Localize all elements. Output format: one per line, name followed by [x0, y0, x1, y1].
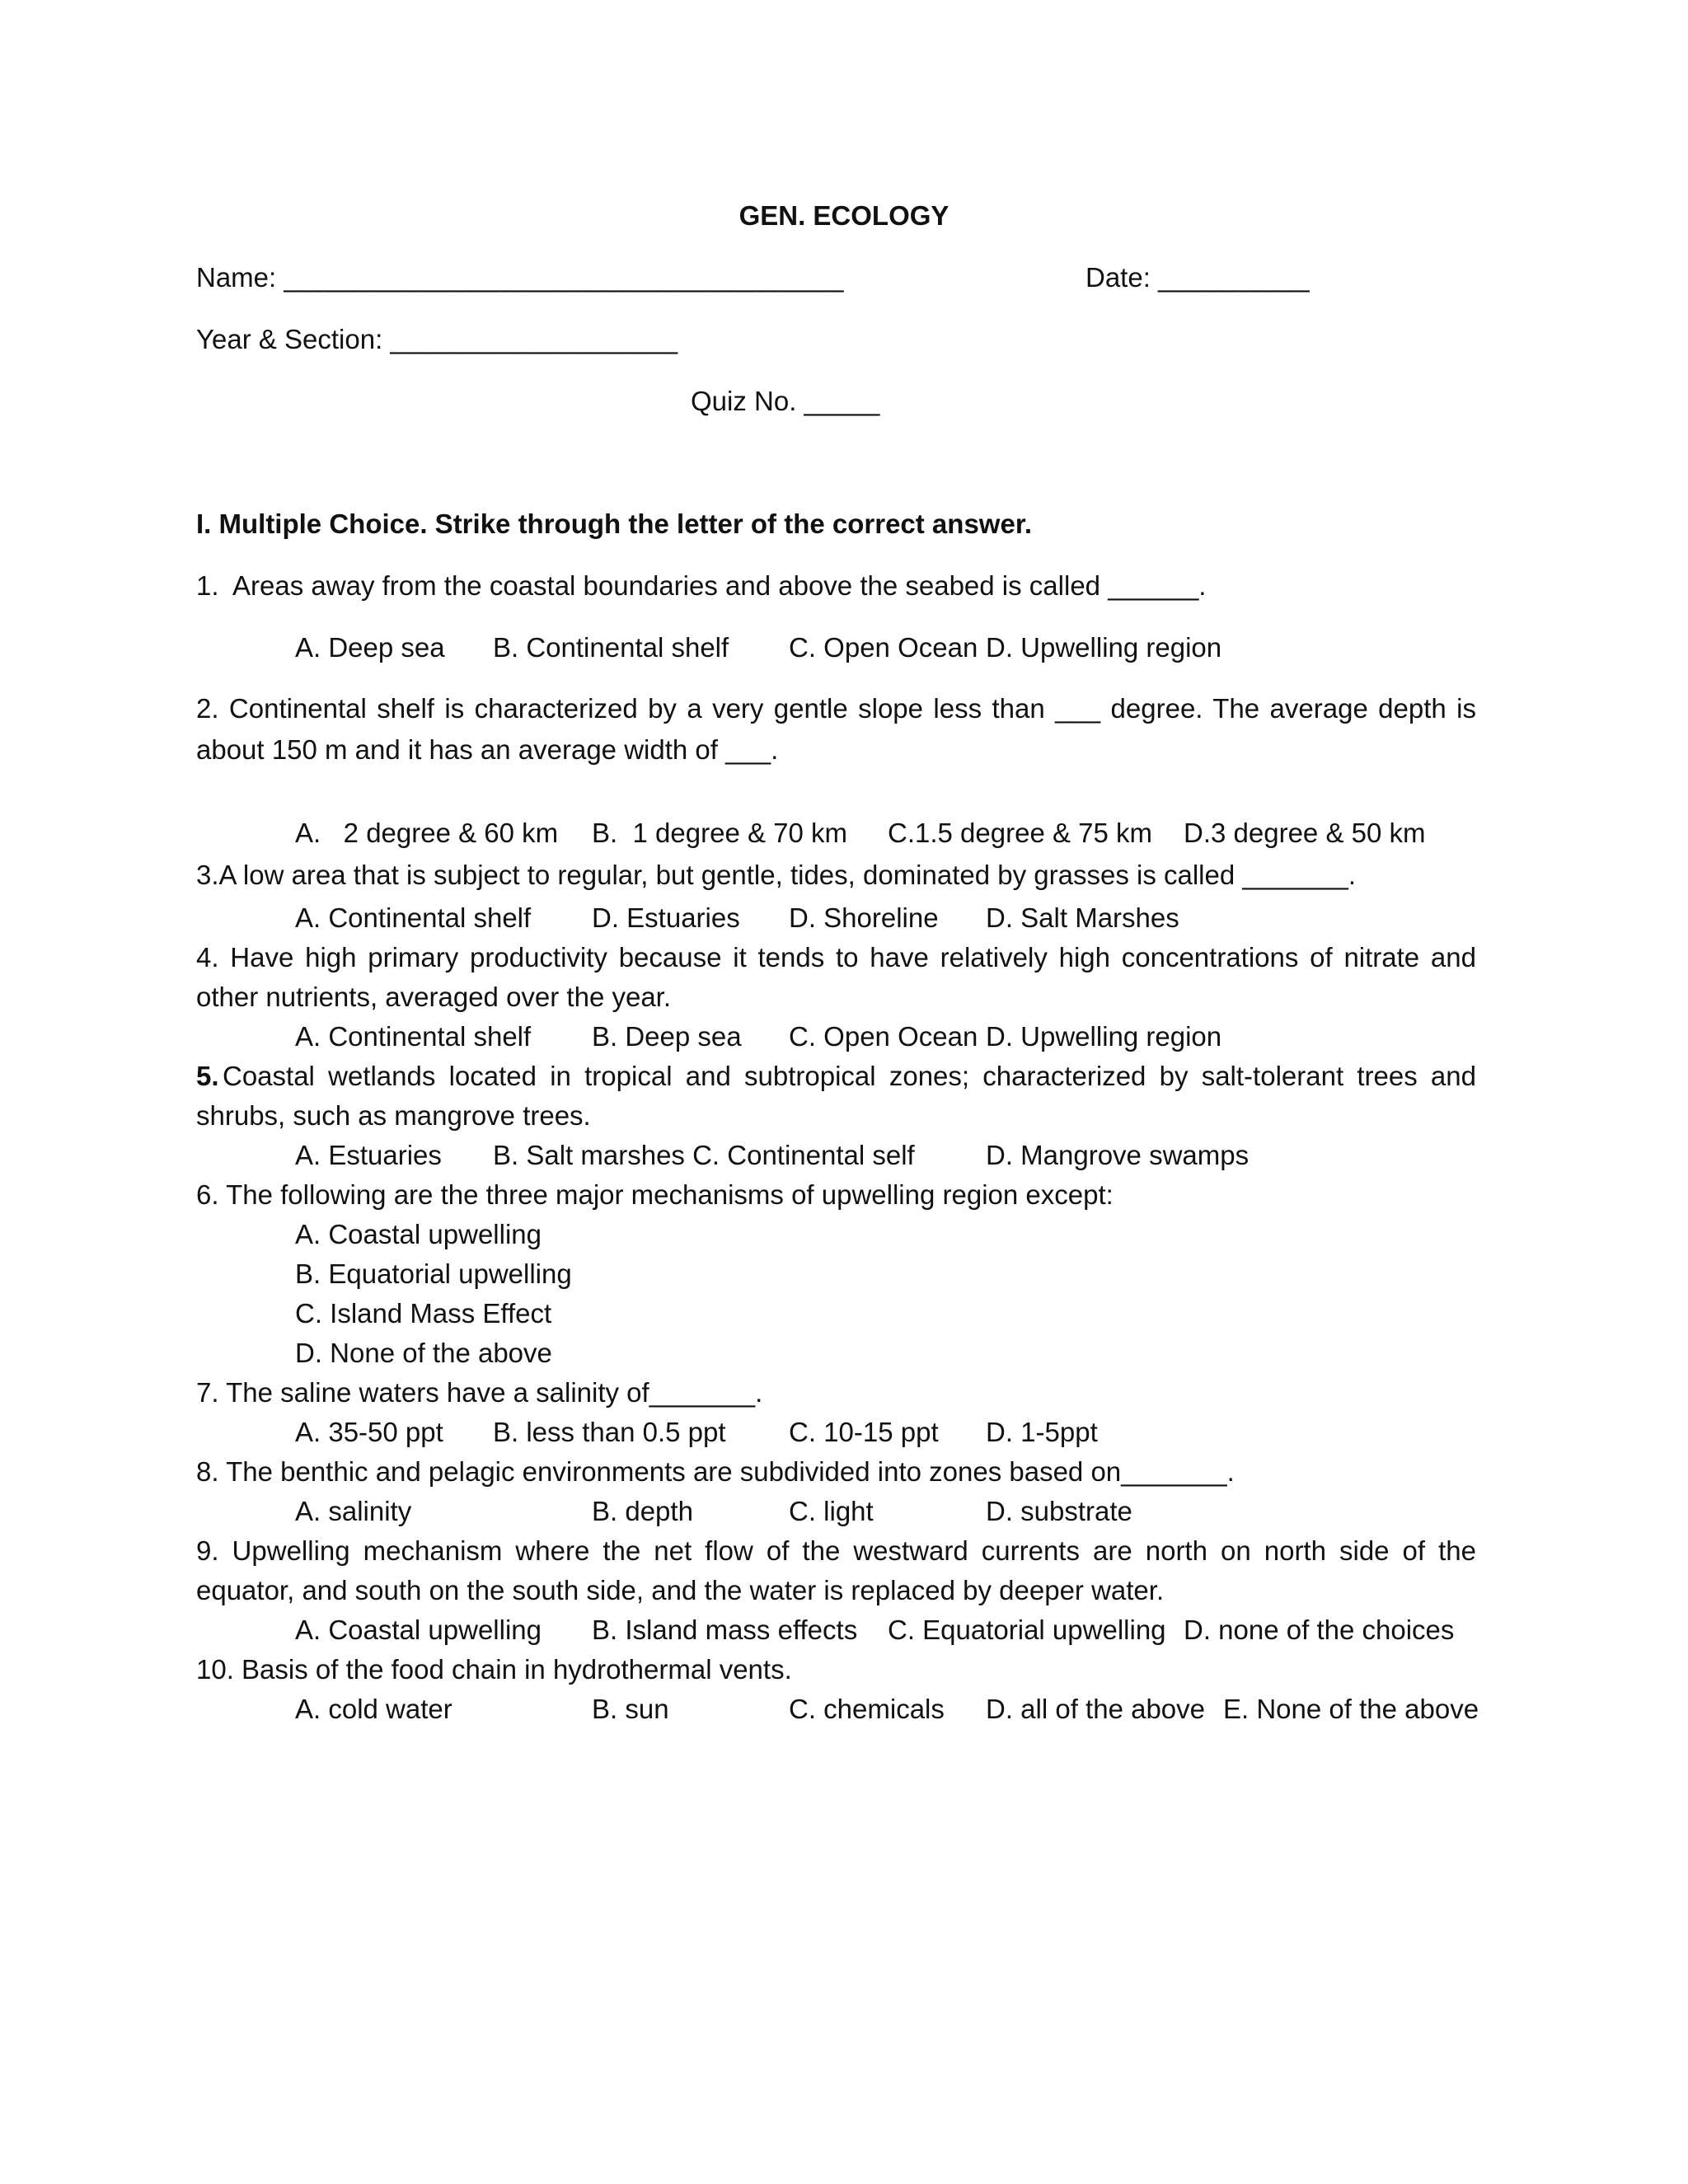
q7-choice-b: B. less than 0.5 ppt [493, 1417, 726, 1447]
question-6-text: 6. The following are the three major mechanisms of upwelling region except: [196, 1179, 1114, 1210]
question-4-text-line2: other nutrients, averaged over the year. [196, 982, 672, 1012]
q1-choice-c: C. Open Ocean [789, 632, 978, 663]
question-7-text: 7. The saline waters have a salinity of_______. [196, 1377, 763, 1408]
q10-choice-e: E. None of the above [1223, 1694, 1479, 1724]
q5-choice-a: A. Estuaries [295, 1140, 442, 1170]
q4-choice-d: D. Upwelling region [986, 1021, 1222, 1052]
name-field: Name: _____________________________________ [196, 262, 844, 293]
q3-choice-a: A. Continental shelf [295, 902, 532, 933]
q10-choice-a: A. cold water [295, 1694, 452, 1724]
section-heading: I. Multiple Choice. Strike through the letter of the correct answer. [196, 509, 1033, 539]
question-5-text-line1: Coastal wetlands located in tropical and subtropical zones; characterized by salt-tolerant trees and [223, 1061, 1476, 1091]
q8-choice-d: D. substrate [986, 1496, 1132, 1526]
q1-choice-b: B. Continental shelf [493, 632, 729, 663]
q5-choice-bc: B. Salt marshes C. Continental self [493, 1140, 915, 1170]
question-5-number: 5. [196, 1061, 219, 1091]
q5-choice-d: D. Mangrove swamps [986, 1140, 1250, 1170]
q8-choice-c: C. light [789, 1496, 874, 1526]
question-4-text-line1: 4. Have high primary productivity because it tends to have relatively high concentrations of nitrate and [196, 942, 1476, 972]
q6-choice-d: D. None of the above [295, 1338, 552, 1368]
q8-choice-b: B. depth [592, 1496, 693, 1526]
question-9-text-line2: equator, and south on the south side, and the water is replaced by deeper water. [196, 1575, 1165, 1605]
q3-choice-c: D. Shoreline [789, 902, 939, 933]
q2-choice-c: C.1.5 degree & 75 km [888, 818, 1153, 848]
question-2-text-line2: about 150 m and it has an average width of ___. [196, 734, 779, 765]
question-8-text: 8. The benthic and pelagic environments are subdivided into zones based on_______. [196, 1456, 1235, 1487]
q3-choice-b: D. Estuaries [592, 902, 740, 933]
q4-choice-b: B. Deep sea [592, 1021, 742, 1052]
q6-choice-a: A. Coastal upwelling [295, 1219, 542, 1249]
q8-choice-a: A. salinity [295, 1496, 412, 1526]
page-title: GEN. ECOLOGY [738, 200, 950, 231]
q2-choice-a: A. 2 degree & 60 km [295, 818, 559, 848]
q1-choice-a: A. Deep sea [295, 632, 445, 663]
q9-choice-b: B. Island mass effects [592, 1615, 858, 1645]
q6-choice-b: B. Equatorial upwelling [295, 1258, 572, 1289]
quiz-number-field: Quiz No. _____ [691, 386, 880, 416]
q10-choice-d: D. all of the above [986, 1694, 1205, 1724]
q10-choice-c: C. chemicals [789, 1694, 945, 1724]
date-field: Date: __________ [1085, 262, 1310, 293]
question-3-text: 3.A low area that is subject to regular, but gentle, tides, dominated by grasses is called _______. [196, 860, 1357, 890]
q9-choice-d: D. none of the choices [1184, 1615, 1455, 1645]
q10-choice-b: B. sun [592, 1694, 669, 1724]
q7-choice-c: C. 10-15 ppt [789, 1417, 939, 1447]
q9-choice-a: A. Coastal upwelling [295, 1615, 542, 1645]
question-10-text: 10. Basis of the food chain in hydrothermal vents. [196, 1654, 792, 1685]
question-1-text: 1. Areas away from the coastal boundaries and above the seabed is called ______. [196, 570, 1207, 601]
q7-choice-d: D. 1-5ppt [986, 1417, 1098, 1447]
q4-choice-c: C. Open Ocean [789, 1021, 978, 1052]
year-section-field: Year & Section: ___________________ [196, 324, 678, 354]
q4-choice-a: A. Continental shelf [295, 1021, 532, 1052]
q1-choice-d: D. Upwelling region [986, 632, 1222, 663]
question-9-text-line1: 9. Upwelling mechanism where the net flow of the westward currents are north on north side of the [196, 1535, 1476, 1566]
question-5-text-line2: shrubs, such as mangrove trees. [196, 1100, 591, 1131]
question-2-text-line1: 2. Continental shelf is characterized by a very gentle slope less than ___ degree. The average depth is [196, 693, 1476, 724]
q2-choice-d: D.3 degree & 50 km [1184, 818, 1426, 848]
q6-choice-c: C. Island Mass Effect [295, 1298, 552, 1329]
q9-choice-c: C. Equatorial upwelling [888, 1615, 1166, 1645]
q3-choice-d: D. Salt Marshes [986, 902, 1179, 933]
q7-choice-a: A. 35-50 ppt [295, 1417, 443, 1447]
q2-choice-b: B. 1 degree & 70 km [592, 818, 848, 848]
